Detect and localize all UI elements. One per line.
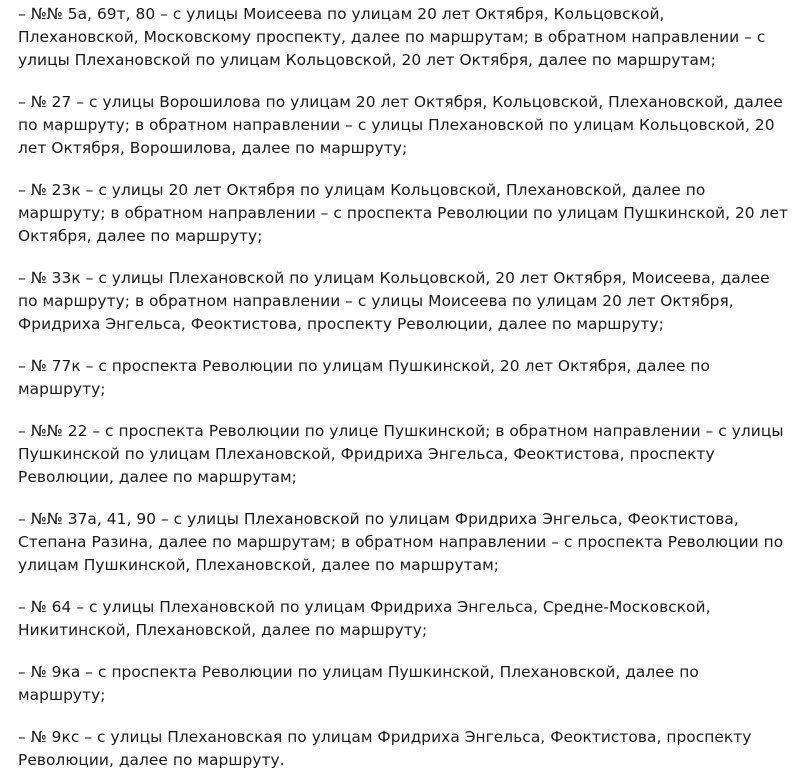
route-paragraph: – № 77к – с проспекта Революции по улицам Пушкинской, 20 лет Октября, далее по маршруту; — [18, 357, 710, 398]
route-paragraph: – №№ 22 – с проспекта Революции по улице Пушкинской; в обратном направлении – с улицы Пушкинской по улицам Плехановской, Фридриха Энгельса, Феоктистова, проспекту Революции, далее по маршрутам; — [18, 422, 784, 486]
route-paragraph: – №№ 5а, 69т, 80 – с улицы Моисеева по улицам 20 лет Октября, Кольцовской, Плехановской, Московскому проспекту, далее по маршрутам; в обратном направлении – с улицы Плехановской по улицам Кольцовской, 20 лет Октября, далее по маршрутам; — [18, 5, 766, 69]
route-paragraph: – № 9кс – с улицы Плехановская по улицам Фридриха Энгельса, Феоктистова, проспекту Революции, далее по маршруту. — [18, 728, 752, 769]
route-paragraph: – №№ 37а, 41, 90 – с улицы Плехановской по улицам Фридриха Энгельса, Феоктистова, Степана Разина, далее по маршрутам; в обратном направлении – с проспекта Революции по улицам Пушкинской, Плехановской, далее по маршрутам; — [18, 510, 784, 574]
route-paragraph: – № 9ка – с проспекта Революции по улицам Пушкинской, Плехановской, далее по маршруту; — [18, 663, 699, 704]
route-paragraph: – № 27 – с улицы Ворошилова по улицам 20 лет Октября, Кольцовской, Плехановской, далее по маршруту; в обратном направлении – с улицы Плехановской по улицам Кольцовской, 20 лет Октября, Ворошилова, далее по маршруту; — [18, 93, 783, 157]
route-paragraph: – № 23к – с улицы 20 лет Октября по улицам Кольцовской, Плехановской, далее по маршруту; в обратном направлении – с проспекта Революции по улицам Пушкинской, 20 лет Октября, далее по маршруту; — [18, 181, 789, 245]
route-paragraph: – № 64 – с улицы Плехановской по улицам Фридриха Энгельса, Средне-Московской, Никитинской, Плехановской, далее по маршруту; — [18, 598, 711, 639]
route-paragraph: – № 33к – с улицы Плехановской по улицам Кольцовской, 20 лет Октября, Моисеева, далее по маршруту; в обратном направлении – с улицы Моисеева по улицам 20 лет Октября, Фридриха Энгельса, Феоктистова, проспекту Революции, далее по маршруту; — [18, 269, 770, 333]
